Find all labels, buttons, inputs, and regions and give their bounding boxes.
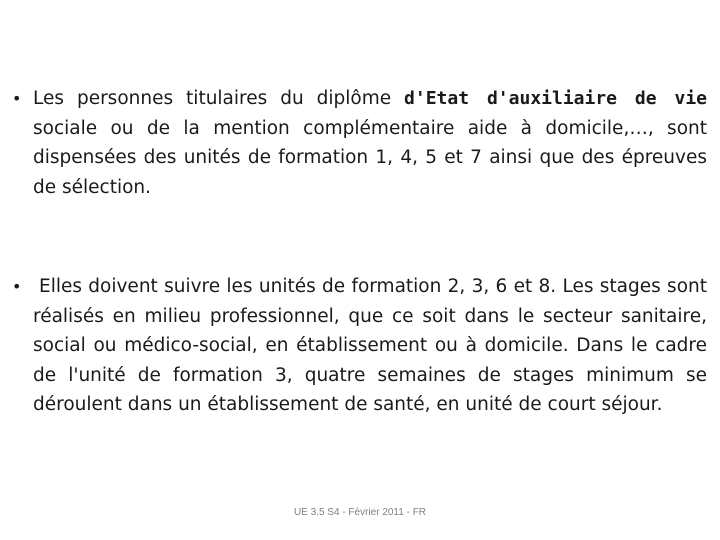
bullet-icon: • bbox=[12, 277, 22, 296]
bullet-text: Elles doivent suivre les unités de formation 2, 3, 6 et 8. Les stages sont réalisés en milieu professionnel, que ce soit dans le secteur sanitaire, social ou médico-social, en établissement ou à domicile. Dans le cadre de l'unité de formation 3, quatre semaines de stages minimum se déroulent dans un établissement de santé, en unité de court séjour. bbox=[33, 276, 707, 415]
bullet-text-bold: d'Etat d'auxiliaire de vie bbox=[404, 88, 707, 109]
bullet-text-before: Les personnes titulaires du diplôme bbox=[33, 88, 405, 109]
bullet-icon: • bbox=[12, 89, 22, 108]
slide-footer: UE 3.5 S4 - Février 2011 - FR bbox=[293, 507, 427, 518]
bullet-text bbox=[33, 84, 707, 202]
bullet-text-after: sociale ou de la mention complémentaire aide à domicile,…, sont dispensées des unités de formation 1, 4, 5 et 7 ainsi que des épreuves de sélection. bbox=[33, 117, 707, 198]
